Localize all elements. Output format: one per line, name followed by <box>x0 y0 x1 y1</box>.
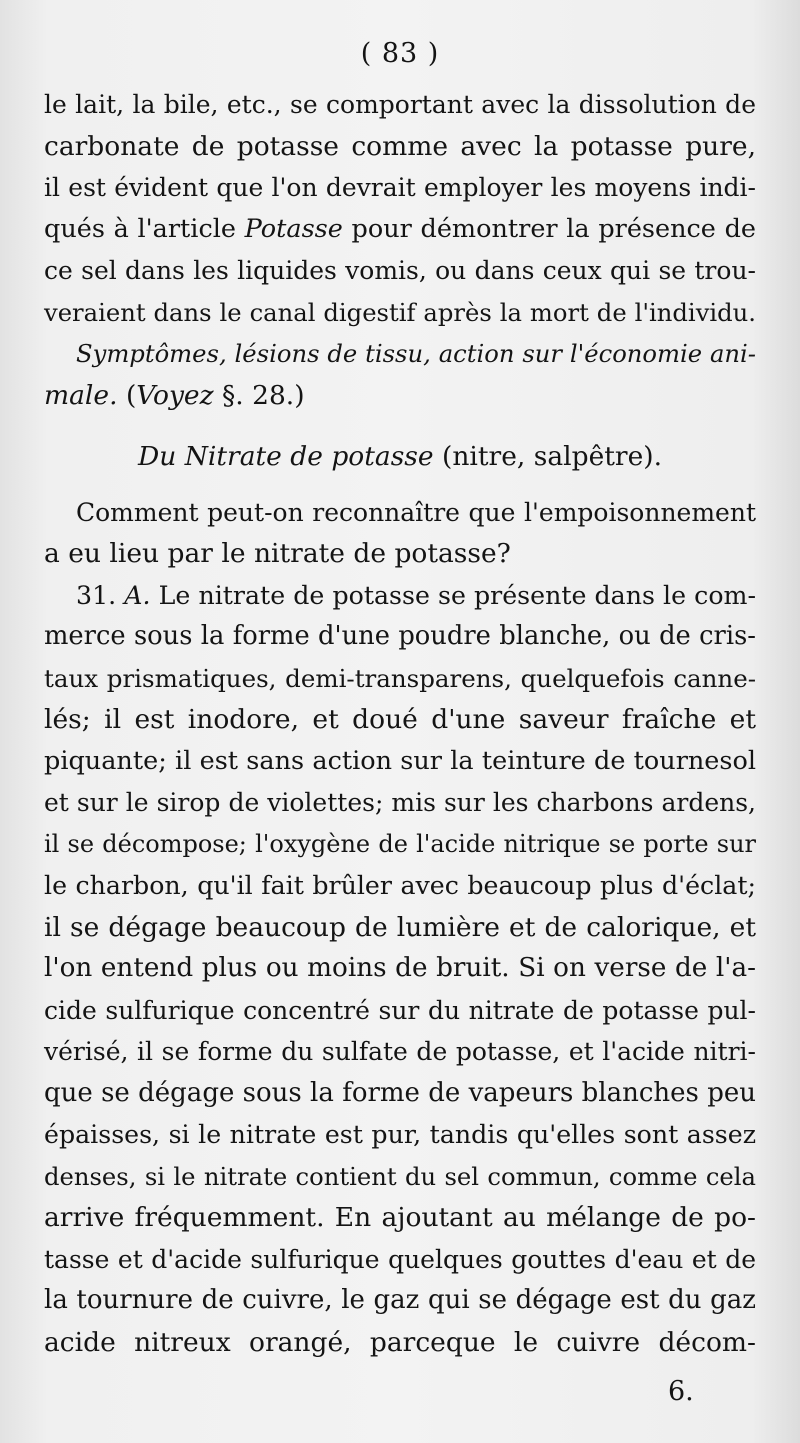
text-line: vérisé, il se forme du sulfate de potasse, et l'acide nitri- <box>44 1037 756 1066</box>
question-line: Comment peut-on reconnaître que l'empoisonnement <box>76 497 756 527</box>
text-line: acide nitreux orangé, parceque le cuivre décom- <box>44 1326 756 1358</box>
text-run: §. 28.) <box>213 379 305 411</box>
text-line: le lait, la bile, etc., se comportant avec la dissolution de <box>44 90 756 119</box>
text-line: la tournure de cuivre, le gaz qui se dégage est du gaz <box>44 1285 756 1315</box>
text-line: cide sulfurique concentré sur du nitrate de potasse pul- <box>44 995 756 1025</box>
text-line: le charbon, qu'il fait brûler avec beaucoup plus d'éclat; <box>44 871 756 900</box>
text-line: tasse et d'acide sulfurique quelques gouttes d'eau et de <box>44 1244 756 1274</box>
italic-term: Voyez <box>136 379 214 411</box>
spacer <box>44 478 756 492</box>
text-line: ce sel dans les liquides vomis, ou dans ceux qui se trou- <box>44 256 756 285</box>
symptomes-line <box>44 333 756 375</box>
text-line: épaisses, si le nitrate est pur, tandis qu'elles sont assez <box>44 1120 756 1149</box>
text-line: il se décompose; l'oxygène de l'acide nitrique se porte sur <box>44 829 756 858</box>
paragraph-letter: A. <box>124 580 151 610</box>
text-line: et sur le sirop de violettes; mis sur les charbons ardens, <box>44 788 756 817</box>
text-line: lés; il est inodore, et doué d'une saveur fraîche et <box>44 704 756 735</box>
text-line: l'on entend plus ou moins de bruit. Si on verse de l'a- <box>44 953 756 983</box>
question-line: a eu lieu par le nitrate de potasse? <box>44 538 511 569</box>
paragraph-31-first-line <box>44 575 756 617</box>
symptomes-line <box>44 375 756 417</box>
heading-note: (nitre, salpêtre). <box>433 441 663 472</box>
text-run: ( <box>117 379 137 411</box>
italic-heading: Symptômes, lésions de tissu, action sur l'économie ani- <box>76 339 756 368</box>
heading-title: Du Nitrate de potasse <box>137 441 434 472</box>
italic-term: male. <box>44 379 118 411</box>
text-run: qués à l'article <box>44 213 245 244</box>
text-line: piquante; il est sans action sur la teinture de tournesol <box>44 745 756 776</box>
text-line: que se dégage sous la forme de vapeurs blanches peu <box>44 1077 756 1108</box>
body-text <box>44 84 756 1363</box>
italic-term: Potasse <box>244 213 343 244</box>
text-line: merce sous la forme d'une poudre blanche, ou de cris- <box>44 621 756 651</box>
text-line: il se dégage beaucoup de lumière et de calorique, et <box>44 911 756 943</box>
signature-mark: 6. <box>668 1376 694 1407</box>
text-line: il est évident que l'on devrait employer les moyens indi- <box>44 173 756 202</box>
text-line: carbonate de potasse comme avec la potasse pure, <box>44 130 756 162</box>
paragraph-number: 31. <box>76 580 125 610</box>
spacer <box>44 416 756 436</box>
section-heading <box>44 436 756 478</box>
page-number: ( 83 ) <box>360 38 440 69</box>
text-line: denses, si le nitrate contient du sel commun, comme cela <box>44 1161 756 1191</box>
text-line: arrive fréquemment. En ajoutant au mélange de po- <box>44 1202 756 1233</box>
text-line <box>44 209 756 251</box>
text-line: taux prismatiques, demi-transparens, quelquefois canne- <box>44 663 756 693</box>
text-run: Le nitrate de potasse se présente dans le com- <box>150 580 756 610</box>
text-run: pour démontrer la présence de <box>342 213 756 244</box>
text-line: veraient dans le canal digestif après la mort de l'individu. <box>44 297 756 327</box>
